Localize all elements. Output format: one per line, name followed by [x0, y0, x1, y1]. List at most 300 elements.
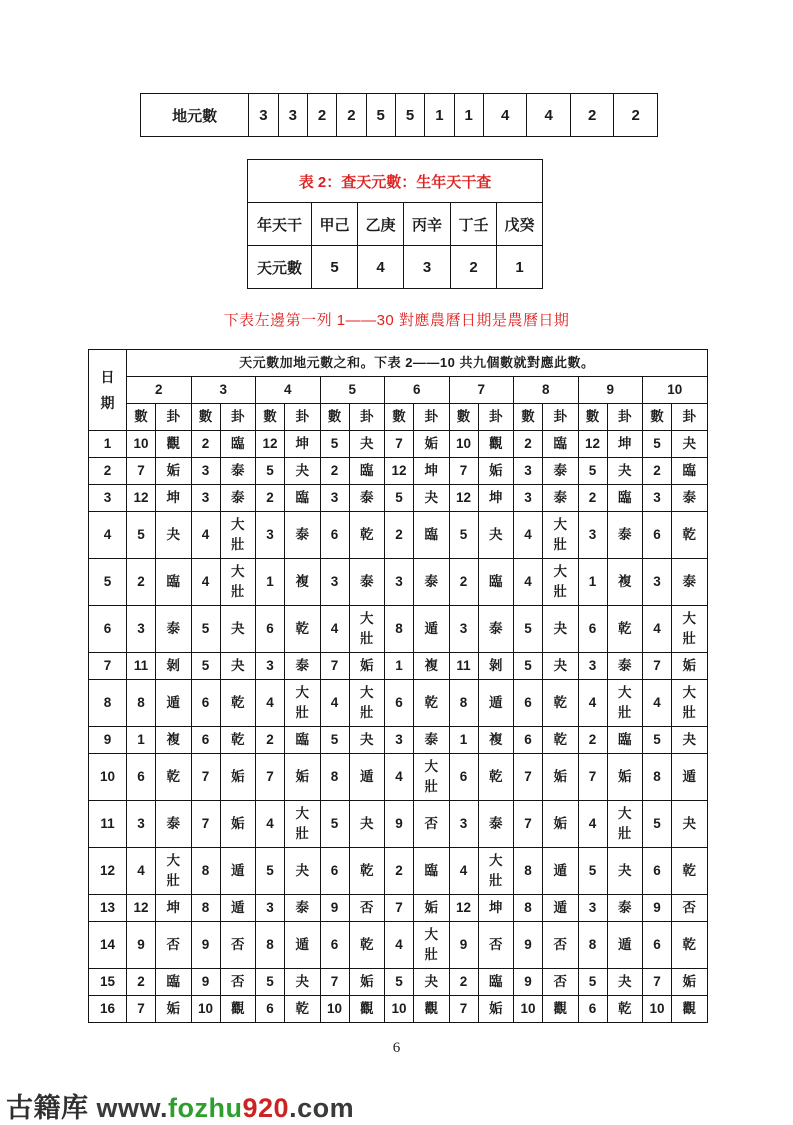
- hexagram-cell: 姤: [414, 895, 450, 922]
- number-cell: 3: [578, 895, 607, 922]
- hexagram-cell: 姤: [672, 969, 708, 996]
- hexagram-cell: 姤: [478, 458, 514, 485]
- hexagram-cell: 乾: [220, 727, 256, 754]
- day-cell: 7: [89, 653, 127, 680]
- number-cell: 9: [514, 922, 543, 969]
- hexagram-cell: 觀: [672, 996, 708, 1023]
- number-cell: 4: [514, 559, 543, 606]
- stem-row-label: 年天干: [248, 203, 312, 246]
- number-cell: 6: [320, 922, 349, 969]
- hexagram-cell: 臨: [543, 431, 579, 458]
- stem-pair-cell: 甲己: [312, 203, 358, 246]
- hexagram-cell: 泰: [543, 485, 579, 512]
- hexagram-cell: 夬: [543, 606, 579, 653]
- number-cell: 8: [320, 754, 349, 801]
- earth-number-label: 地元數: [141, 94, 249, 137]
- number-cell: 6: [449, 754, 478, 801]
- hexagram-cell: 乾: [349, 848, 385, 895]
- day-row: [89, 512, 708, 559]
- earth-number-cell: 3: [249, 94, 278, 137]
- number-cell: 6: [578, 606, 607, 653]
- hexagram-cell: 夬: [220, 606, 256, 653]
- number-cell: 2: [385, 848, 414, 895]
- number-cell: 5: [643, 801, 672, 848]
- heaven-number-cell: 1: [497, 246, 543, 289]
- hexagram-cell: 觀: [220, 996, 256, 1023]
- hexagram-cell: 泰: [414, 559, 450, 606]
- sum-group-header: 9: [578, 377, 643, 404]
- hexagram-cell: 泰: [607, 895, 643, 922]
- number-cell: 9: [320, 895, 349, 922]
- number-cell: 7: [256, 754, 285, 801]
- hexagram-cell: 大 壯: [672, 680, 708, 727]
- earth-number-cell: 3: [278, 94, 307, 137]
- number-cell: 7: [320, 969, 349, 996]
- heaven-table-title: 表 2：査天元數：生年天干査: [248, 160, 543, 203]
- number-cell: 5: [643, 727, 672, 754]
- hexagram-subheader: 卦: [607, 404, 643, 431]
- hexagram-cell: 臨: [414, 512, 450, 559]
- sum-group-header: 3: [191, 377, 256, 404]
- hexagram-cell: 姤: [672, 653, 708, 680]
- number-cell: 3: [256, 653, 285, 680]
- number-cell: 6: [385, 680, 414, 727]
- hexagram-cell: 臨: [607, 727, 643, 754]
- hexagram-cell: 泰: [478, 606, 514, 653]
- day-row: [89, 922, 708, 969]
- hexagram-cell: 臨: [156, 969, 192, 996]
- day-cell: 2: [89, 458, 127, 485]
- number-cell: 5: [578, 848, 607, 895]
- hexagram-cell: 否: [349, 895, 385, 922]
- day-row: [89, 996, 708, 1023]
- number-cell: 5: [385, 485, 414, 512]
- earth-number-cell: 4: [483, 94, 527, 137]
- hexagram-cell: 泰: [220, 458, 256, 485]
- sum-group-header: 7: [449, 377, 514, 404]
- number-cell: 5: [578, 458, 607, 485]
- number-cell: 8: [449, 680, 478, 727]
- hexagram-cell: 泰: [414, 727, 450, 754]
- number-cell: 10: [191, 996, 220, 1023]
- number-cell: 6: [514, 680, 543, 727]
- hexagram-cell: 乾: [607, 606, 643, 653]
- number-cell: 2: [256, 727, 285, 754]
- hexagram-cell: 乾: [349, 922, 385, 969]
- hexagram-subheader: 卦: [478, 404, 514, 431]
- hexagram-cell: 姤: [414, 431, 450, 458]
- number-cell: 3: [256, 512, 285, 559]
- hexagram-cell: 夬: [607, 458, 643, 485]
- hexagram-cell: 泰: [156, 801, 192, 848]
- number-cell: 9: [385, 801, 414, 848]
- number-cell: 5: [256, 969, 285, 996]
- day-row: [89, 754, 708, 801]
- hexagram-cell: 大 壯: [607, 680, 643, 727]
- number-cell: 6: [256, 606, 285, 653]
- hexagram-cell: 坤: [156, 895, 192, 922]
- number-cell: 4: [514, 512, 543, 559]
- number-cell: 7: [385, 895, 414, 922]
- number-cell: 12: [385, 458, 414, 485]
- earth-number-cell: 2: [337, 94, 366, 137]
- number-cell: 9: [191, 922, 220, 969]
- number-cell: 4: [127, 848, 156, 895]
- hexagram-cell: 大 壯: [156, 848, 192, 895]
- number-cell: 6: [643, 512, 672, 559]
- heaven-number-label: 天元數: [248, 246, 312, 289]
- number-cell: 5: [191, 606, 220, 653]
- hexagram-cell: 泰: [607, 653, 643, 680]
- hexagram-cell: 複: [478, 727, 514, 754]
- number-cell: 5: [191, 653, 220, 680]
- day-cell: 5: [89, 559, 127, 606]
- hexagram-cell: 複: [607, 559, 643, 606]
- number-cell: 5: [643, 431, 672, 458]
- day-cell: 10: [89, 754, 127, 801]
- hexagram-cell: 坤: [607, 431, 643, 458]
- number-cell: 4: [578, 801, 607, 848]
- hexagram-cell: 大 壯: [285, 680, 321, 727]
- number-cell: 7: [191, 754, 220, 801]
- hexagram-cell: 姤: [349, 653, 385, 680]
- number-cell: 3: [449, 606, 478, 653]
- number-cell: 6: [320, 512, 349, 559]
- hexagram-cell: 剝: [478, 653, 514, 680]
- hexagram-cell: 否: [156, 922, 192, 969]
- number-subheader: 數: [191, 404, 220, 431]
- day-row: [89, 848, 708, 895]
- stem-pair-cell: 丙辛: [404, 203, 451, 246]
- hexagram-cell: 夬: [672, 431, 708, 458]
- hexagram-cell: 否: [672, 895, 708, 922]
- number-cell: 10: [643, 996, 672, 1023]
- number-cell: 12: [127, 895, 156, 922]
- number-cell: 7: [578, 754, 607, 801]
- hexagram-cell: 大 壯: [672, 606, 708, 653]
- hexagram-cell: 夬: [285, 969, 321, 996]
- number-cell: 3: [320, 559, 349, 606]
- hexagram-cell: 否: [478, 922, 514, 969]
- day-row: [89, 653, 708, 680]
- number-cell: 7: [320, 653, 349, 680]
- number-cell: 9: [449, 922, 478, 969]
- number-cell: 7: [643, 653, 672, 680]
- heaven-number-cell: 2: [451, 246, 497, 289]
- watermark-url-green: fozhu: [168, 1093, 243, 1123]
- number-cell: 3: [256, 895, 285, 922]
- hexagram-cell: 遁: [543, 895, 579, 922]
- hexagram-cell: 夬: [349, 801, 385, 848]
- hexagram-cell: 泰: [672, 485, 708, 512]
- heaven-value-row: [248, 246, 543, 289]
- number-cell: 2: [449, 559, 478, 606]
- number-cell: 3: [191, 485, 220, 512]
- number-cell: 3: [643, 559, 672, 606]
- number-cell: 4: [191, 559, 220, 606]
- earth-number-cell: 5: [395, 94, 424, 137]
- number-cell: 6: [191, 680, 220, 727]
- number-subheader: 數: [449, 404, 478, 431]
- number-cell: 5: [320, 431, 349, 458]
- hexagram-cell: 觀: [478, 431, 514, 458]
- watermark-url-suffix: .com: [289, 1093, 355, 1123]
- number-cell: 4: [385, 922, 414, 969]
- number-cell: 4: [643, 680, 672, 727]
- earth-number-cell: 2: [614, 94, 658, 137]
- day-row: [89, 559, 708, 606]
- hexagram-cell: 遁: [672, 754, 708, 801]
- number-cell: 12: [256, 431, 285, 458]
- hexagram-cell: 遁: [478, 680, 514, 727]
- number-cell: 3: [385, 727, 414, 754]
- hexagram-cell: 臨: [414, 848, 450, 895]
- day-row: [89, 606, 708, 653]
- hexagram-cell: 泰: [156, 606, 192, 653]
- hexagram-cell: 大 壯: [285, 801, 321, 848]
- day-cell: 14: [89, 922, 127, 969]
- heaven-stem-row: [248, 203, 543, 246]
- hexagram-subheader: 卦: [285, 404, 321, 431]
- hexagram-cell: 乾: [156, 754, 192, 801]
- hexagram-cell: 遁: [285, 922, 321, 969]
- number-cell: 4: [578, 680, 607, 727]
- hexagram-cell: 臨: [285, 485, 321, 512]
- hexagram-cell: 剝: [156, 653, 192, 680]
- earth-number-row: [141, 94, 658, 137]
- hexagram-cell: 觀: [349, 996, 385, 1023]
- number-cell: 8: [191, 895, 220, 922]
- hexagram-cell: 夬: [414, 485, 450, 512]
- hexagram-subheader: 卦: [156, 404, 192, 431]
- number-subheader: 數: [514, 404, 543, 431]
- hexagram-cell: 複: [285, 559, 321, 606]
- heaven-number-cell: 3: [404, 246, 451, 289]
- hexagram-cell: 否: [543, 922, 579, 969]
- number-cell: 2: [191, 431, 220, 458]
- earth-number-cell: 1: [454, 94, 483, 137]
- number-cell: 2: [514, 431, 543, 458]
- number-subheader: 數: [256, 404, 285, 431]
- number-subheader: 數: [578, 404, 607, 431]
- hexagram-cell: 大 壯: [543, 512, 579, 559]
- number-cell: 2: [578, 485, 607, 512]
- number-cell: 1: [385, 653, 414, 680]
- stem-pair-cell: 戊癸: [497, 203, 543, 246]
- number-cell: 5: [127, 512, 156, 559]
- number-cell: 11: [449, 653, 478, 680]
- number-cell: 5: [385, 969, 414, 996]
- hexagram-cell: 坤: [478, 895, 514, 922]
- day-cell: 1: [89, 431, 127, 458]
- day-cell: 9: [89, 727, 127, 754]
- hexagram-cell: 遁: [607, 922, 643, 969]
- hexagram-cell: 泰: [607, 512, 643, 559]
- sum-group-header: 6: [385, 377, 450, 404]
- hexagram-cell: 大 壯: [349, 680, 385, 727]
- number-cell: 5: [514, 606, 543, 653]
- hexagram-cell: 大 壯: [607, 801, 643, 848]
- hexagram-cell: 夬: [285, 458, 321, 485]
- number-cell: 9: [643, 895, 672, 922]
- number-cell: 10: [514, 996, 543, 1023]
- number-cell: 3: [514, 485, 543, 512]
- day-cell: 15: [89, 969, 127, 996]
- heaven-table-title-row: [248, 160, 543, 203]
- day-row: [89, 895, 708, 922]
- hexagram-cell: 夬: [349, 431, 385, 458]
- sum-group-header: 5: [320, 377, 385, 404]
- hexagram-cell: 夬: [543, 653, 579, 680]
- hexagram-cell: 姤: [607, 754, 643, 801]
- number-cell: 9: [127, 922, 156, 969]
- hexagram-cell: 否: [543, 969, 579, 996]
- hexagram-subheader: 卦: [672, 404, 708, 431]
- day-row: [89, 680, 708, 727]
- number-cell: 2: [320, 458, 349, 485]
- hexagram-cell: 夬: [285, 848, 321, 895]
- number-cell: 1: [578, 559, 607, 606]
- watermark: [6, 1086, 354, 1125]
- day-row: [89, 431, 708, 458]
- number-cell: 1: [127, 727, 156, 754]
- number-cell: 12: [449, 485, 478, 512]
- hexagram-cell: 姤: [156, 458, 192, 485]
- hexagram-cell: 姤: [156, 996, 192, 1023]
- number-cell: 3: [127, 801, 156, 848]
- earth-number-cell: 4: [527, 94, 571, 137]
- number-cell: 9: [514, 969, 543, 996]
- day-cell: 16: [89, 996, 127, 1023]
- number-cell: 8: [256, 922, 285, 969]
- number-cell: 7: [385, 431, 414, 458]
- number-cell: 1: [449, 727, 478, 754]
- hexagram-cell: 姤: [285, 754, 321, 801]
- number-cell: 11: [127, 653, 156, 680]
- number-cell: 7: [449, 458, 478, 485]
- earth-number-cell: 2: [307, 94, 336, 137]
- number-cell: 8: [514, 895, 543, 922]
- heaven-number-table: [247, 159, 543, 289]
- hexagram-cell: 遁: [543, 848, 579, 895]
- hexagram-cell: 大 壯: [414, 754, 450, 801]
- hexagram-cell: 泰: [220, 485, 256, 512]
- number-cell: 2: [578, 727, 607, 754]
- hexagram-cell: 夬: [414, 969, 450, 996]
- hexagram-cell: 泰: [478, 801, 514, 848]
- hexagram-cell: 乾: [285, 996, 321, 1023]
- number-cell: 6: [578, 996, 607, 1023]
- hexagram-cell: 泰: [285, 653, 321, 680]
- hexagram-cell: 姤: [543, 801, 579, 848]
- number-cell: 4: [385, 754, 414, 801]
- stem-pair-cell: 丁壬: [451, 203, 497, 246]
- number-cell: 8: [643, 754, 672, 801]
- day-row: [89, 485, 708, 512]
- hexagram-cell: 大 壯: [220, 559, 256, 606]
- number-cell: 6: [320, 848, 349, 895]
- hexagram-cell: 夬: [349, 727, 385, 754]
- number-cell: 12: [127, 485, 156, 512]
- watermark-site-name: 古籍库: [6, 1093, 89, 1123]
- number-cell: 8: [578, 922, 607, 969]
- number-cell: 3: [449, 801, 478, 848]
- number-cell: 4: [256, 680, 285, 727]
- sum-group-header: 8: [514, 377, 579, 404]
- hexagram-cell: 觀: [543, 996, 579, 1023]
- hexagram-cell: 坤: [414, 458, 450, 485]
- heaven-number-cell: 5: [312, 246, 358, 289]
- hexagram-table: [88, 349, 708, 1023]
- number-cell: 3: [320, 485, 349, 512]
- hexagram-cell: 臨: [285, 727, 321, 754]
- number-cell: 8: [385, 606, 414, 653]
- number-subheader: 數: [127, 404, 156, 431]
- number-cell: 3: [643, 485, 672, 512]
- hexagram-cell: 泰: [672, 559, 708, 606]
- earth-number-cell: 1: [425, 94, 454, 137]
- sum-group-header: 10: [643, 377, 708, 404]
- number-cell: 10: [449, 431, 478, 458]
- hexagram-cell: 臨: [349, 458, 385, 485]
- hexagram-cell: 夬: [672, 727, 708, 754]
- number-cell: 5: [256, 848, 285, 895]
- number-cell: 5: [578, 969, 607, 996]
- hexagram-cell: 乾: [414, 680, 450, 727]
- day-cell: 11: [89, 801, 127, 848]
- day-column-header: [89, 350, 127, 431]
- hexagram-cell: 姤: [220, 801, 256, 848]
- hexagram-cell: 複: [156, 727, 192, 754]
- hexagram-cell: 大 壯: [220, 512, 256, 559]
- sub-header-row: [89, 404, 708, 431]
- hexagram-cell: 泰: [285, 512, 321, 559]
- heaven-number-cell: 4: [358, 246, 404, 289]
- hexagram-cell: 否: [220, 969, 256, 996]
- stem-pair-cell: 乙庚: [358, 203, 404, 246]
- day-cell: 8: [89, 680, 127, 727]
- hexagram-cell: 乾: [543, 727, 579, 754]
- hexagram-cell: 遁: [220, 895, 256, 922]
- day-column-header-label: 日 期: [100, 369, 115, 411]
- day-cell: 6: [89, 606, 127, 653]
- number-cell: 5: [320, 727, 349, 754]
- number-cell: 3: [578, 512, 607, 559]
- earth-number-cell: 2: [570, 94, 614, 137]
- sum-header-row: [89, 350, 708, 377]
- number-cell: 2: [127, 559, 156, 606]
- number-cell: 12: [449, 895, 478, 922]
- number-cell: 4: [320, 680, 349, 727]
- hexagram-cell: 乾: [672, 922, 708, 969]
- number-cell: 7: [191, 801, 220, 848]
- day-row: [89, 969, 708, 996]
- number-cell: 4: [449, 848, 478, 895]
- hexagram-cell: 泰: [285, 895, 321, 922]
- hexagram-cell: 否: [414, 801, 450, 848]
- number-cell: 10: [385, 996, 414, 1023]
- number-cell: 9: [191, 969, 220, 996]
- lunar-date-heading: 下表左邊第一列 1——30 對應農曆日期是農曆日期: [223, 312, 570, 329]
- hexagram-cell: 臨: [220, 431, 256, 458]
- watermark-url-red: 920: [242, 1093, 290, 1123]
- number-cell: 7: [514, 754, 543, 801]
- number-cell: 12: [578, 431, 607, 458]
- number-subheader: 數: [320, 404, 349, 431]
- hexagram-cell: 否: [220, 922, 256, 969]
- number-cell: 2: [127, 969, 156, 996]
- hexagram-table-body: [89, 431, 708, 1023]
